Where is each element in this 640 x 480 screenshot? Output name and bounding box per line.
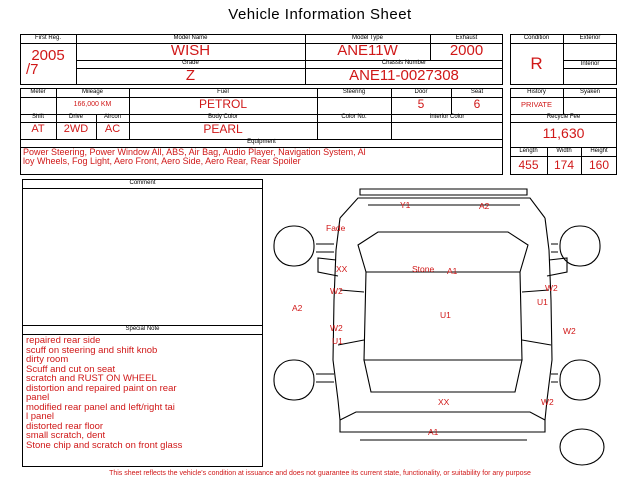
special-note-item: repaired rear side (26, 335, 101, 346)
length-value: 455 (518, 158, 539, 172)
history-label: History (527, 89, 546, 95)
drive-label: Drive (68, 114, 83, 120)
car-damage-diagram (268, 180, 620, 470)
equipment-text (23, 148, 501, 165)
comment-label: Comment (129, 180, 156, 186)
special-note-item: panel (26, 392, 50, 403)
rear-left-wheel (274, 360, 314, 400)
seat-label: Seat (470, 89, 484, 95)
damage-mark: W2 (330, 323, 343, 333)
damage-mark: U1 (537, 297, 548, 307)
damage-mark: W2 (563, 326, 576, 336)
door-label: Door (414, 89, 428, 95)
equipment-line: loy Wheels, Fog Light, Aero Front, Aero Side, Aero Rear, Rear Spoiler (23, 155, 301, 166)
windshield (358, 232, 528, 272)
length-label: Length (519, 148, 538, 154)
special-note-label: Special Note (125, 326, 160, 332)
damage-mark: A2 (479, 201, 490, 211)
width-value: 174 (553, 158, 575, 172)
damage-mark: Fade (326, 223, 346, 233)
syaken-label: Syaken (579, 89, 600, 95)
sheet-title: Vehicle Information Sheet (228, 6, 412, 23)
damage-mark: U1 (332, 336, 343, 346)
damage-mark: A1 (447, 266, 458, 276)
chassis-number-value: ANE11-0027308 (349, 67, 459, 84)
color-no-label: Color No. (341, 114, 367, 120)
body-right-side (545, 218, 552, 420)
special-note-item: l panel (26, 411, 54, 422)
aircon-label: Aircon (103, 114, 121, 120)
damage-mark: U1 (440, 310, 451, 320)
equipment-line: Power Steering, Power Window All, ABS, Air Bag, Audio Player, Navigation System, Al (23, 147, 366, 157)
wheel-arch (316, 374, 334, 382)
grade-value: Z (185, 67, 196, 84)
steering-label: Steering (342, 89, 366, 95)
model-name-label: Model Name (173, 35, 208, 41)
special-note-item: dirty room (26, 354, 69, 365)
special-note-item: small scratch, dent (26, 430, 106, 441)
damage-mark: W2 (330, 286, 343, 296)
spare-wheel (560, 429, 604, 465)
fuel-label: Fuel (217, 89, 229, 95)
body-left-side (333, 218, 340, 420)
condition-value: R (530, 54, 543, 73)
special-notes-list (26, 336, 262, 450)
door-value: 5 (417, 97, 425, 111)
damage-mark: XX (336, 264, 348, 274)
front-left-wheel (274, 226, 314, 266)
rear-right-wheel (560, 360, 600, 400)
front-bumper (360, 189, 527, 195)
grade-label: Grade (182, 60, 199, 66)
wheel-arch (316, 244, 334, 252)
damage-mark: W2 (541, 397, 554, 407)
special-note-item: scratch and RUST ON WHEEL (26, 373, 157, 384)
fuel-value: PETROL (198, 97, 247, 111)
rear-window (364, 360, 522, 392)
left-door-line (340, 290, 364, 292)
exhaust-label: Exhaust (455, 35, 478, 41)
condition-label: Condition (523, 35, 550, 41)
special-note-item: Stone chip and scratch on front glass (26, 439, 183, 451)
model-type-label: Model Type (352, 35, 383, 41)
damage-mark: Stone (412, 264, 435, 274)
special-note-item: Scuff and cut on seat (26, 363, 116, 375)
disclaimer-footer: This sheet reflects the vehicle's condition at issuance and does not guarantee its current state, functionality, or suitability for any purpose (109, 470, 531, 477)
equipment-label: Equipment (247, 139, 276, 145)
body-color-value: PEARL (203, 122, 243, 136)
chassis-number-label: Chassis Number (381, 60, 427, 66)
exhaust-value: 2000 (449, 42, 484, 59)
shift-label: Shift (31, 114, 44, 120)
special-note-item: distorted rear floor (26, 420, 104, 432)
recycle-fee-value: 11,630 (542, 125, 585, 141)
seat-value: 6 (473, 97, 481, 111)
history-value: PRIVATE (521, 100, 552, 109)
first-reg-year: 2005 (31, 47, 65, 64)
mileage-value: 166,000 KM (73, 101, 112, 108)
damage-mark: A2 (292, 303, 303, 313)
damage-mark: W2 (545, 283, 558, 293)
height-label: Height (590, 148, 608, 154)
width-label: Width (556, 148, 572, 154)
shift-value: AT (31, 123, 45, 135)
aircon-value: AC (104, 123, 121, 135)
wheel-arch (551, 244, 558, 252)
damage-mark: XX (438, 397, 450, 407)
height-value: 160 (588, 158, 610, 172)
special-note-item: scuff on steering and shift knob (26, 344, 158, 356)
special-note-item: distortion and repaired paint on rear (26, 382, 177, 394)
model-name-value: WISH (170, 42, 211, 59)
hood-outline (340, 198, 545, 218)
exterior-label: Exterior (579, 35, 601, 41)
body-color-label: Body Color (208, 114, 238, 120)
damage-mark: Y1 (400, 200, 411, 210)
interior-label: Interior (580, 61, 600, 67)
rear-deck (340, 412, 545, 420)
interior-color-label: Interior Color (429, 114, 465, 120)
front-right-wheel (560, 226, 600, 266)
damage-mark: A1 (428, 427, 439, 437)
first-reg-month: /7 (26, 61, 39, 78)
wheel-arch (551, 374, 558, 382)
right-door-line (522, 340, 551, 345)
model-type-value: ANE11W (337, 42, 398, 59)
rear-lower (340, 420, 545, 432)
drive-value: 2WD (63, 123, 89, 135)
first-reg-label: First Reg. (34, 35, 61, 41)
recycle-fee-label: Recycle Fee (546, 114, 581, 120)
meter-label: Meter (30, 89, 46, 95)
mileage-label: Mileage (81, 89, 103, 95)
special-note-item: modified rear panel and left/right tai (26, 401, 175, 413)
